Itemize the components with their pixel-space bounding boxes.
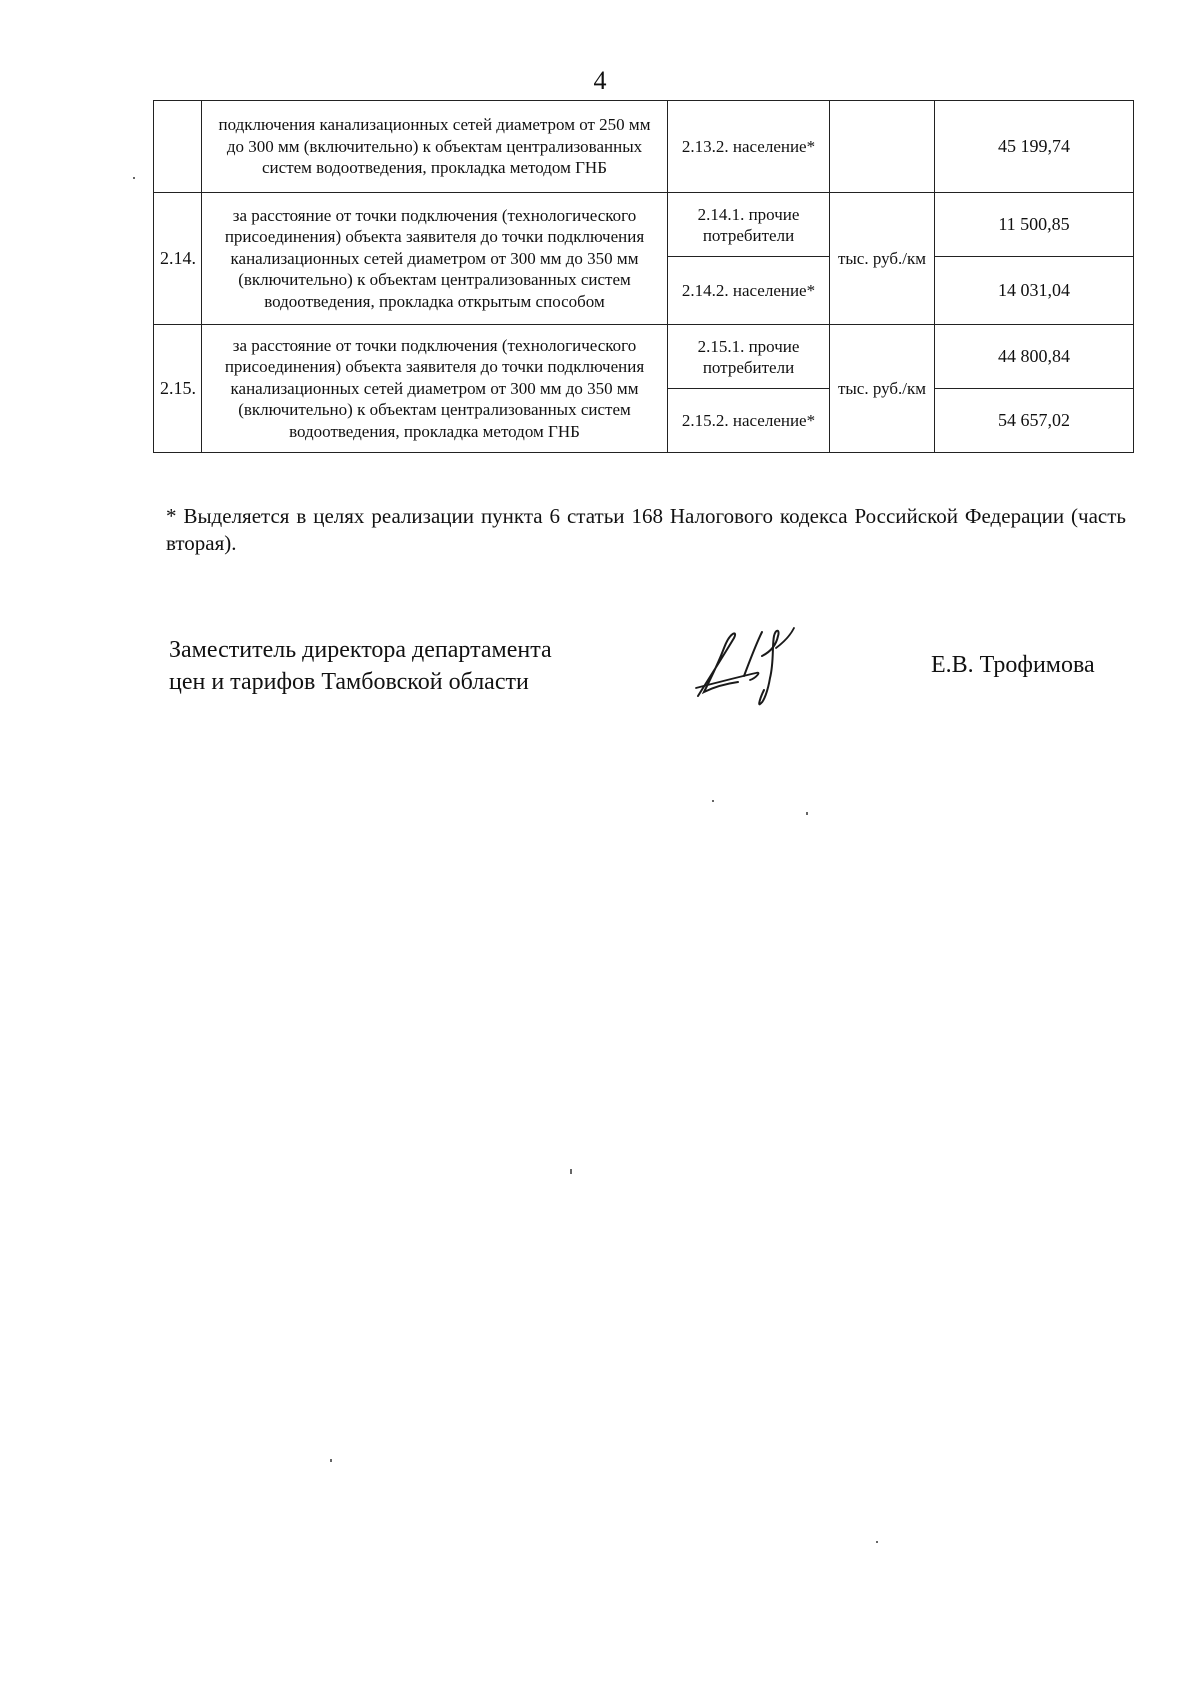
signatory-title [169, 634, 552, 698]
page-number: 4 [593, 66, 607, 95]
category-cell: 2.14.2. население* [668, 257, 830, 325]
scan-speck [133, 177, 135, 179]
scan-speck [806, 812, 808, 815]
category-cell: 2.14.1. прочие потребители [668, 193, 830, 257]
value-cell: 54 657,02 [935, 389, 1134, 453]
table-row [154, 325, 1134, 389]
description-cell: за расстояние от точки подключения (технологического присоединения) объекта заявителя до точки подключения канализационных сетей диаметром от 300 мм до 350 мм (включительно) к объектам централизованных систем водоотведения, прокладка методом ГНБ [202, 325, 668, 453]
category-cell: 2.15.2. население* [668, 389, 830, 453]
signature-image [690, 618, 810, 708]
unit-cell [830, 101, 935, 193]
value-cell: 14 031,04 [935, 257, 1134, 325]
value-cell: 45 199,74 [935, 101, 1134, 193]
scan-speck [570, 1169, 572, 1174]
row-number-cell: 2.15. [154, 325, 202, 453]
signatory-name: Е.В. Трофимова [931, 652, 1095, 678]
signatory-title-line-2: цен и тарифов Тамбовской области [169, 669, 529, 695]
row-number-cell [154, 101, 202, 193]
footnote: * Выделяется в целях реализации пункта 6 статьи 168 Налогового кодекса Российской Федерации (часть вторая). [166, 504, 1126, 555]
unit-cell: тыс. руб./км [830, 325, 935, 453]
category-cell: 2.15.1. прочие потребители [668, 325, 830, 389]
value-cell: 44 800,84 [935, 325, 1134, 389]
category-cell: 2.13.2. население* [668, 101, 830, 193]
scan-speck [330, 1459, 332, 1462]
row-number-cell: 2.14. [154, 193, 202, 325]
tariff-table [153, 100, 1134, 453]
signatory-title-line-1: Заместитель директора департамента [169, 637, 552, 663]
unit-cell: тыс. руб./км [830, 193, 935, 325]
table-row [154, 193, 1134, 257]
description-cell: подключения канализационных сетей диаметром от 250 мм до 300 мм (включительно) к объектам централизованных систем водоотведения, прокладка методом ГНБ [202, 101, 668, 193]
scan-speck [876, 1541, 878, 1543]
value-cell: 11 500,85 [935, 193, 1134, 257]
description-cell: за расстояние от точки подключения (технологического присоединения) объекта заявителя до точки подключения канализационных сетей диаметром от 300 мм до 350 мм (включительно) к объектам централизованных систем водоотведения, прокладка открытым способом [202, 193, 668, 325]
scan-speck [712, 800, 714, 802]
table-row [154, 101, 1134, 193]
